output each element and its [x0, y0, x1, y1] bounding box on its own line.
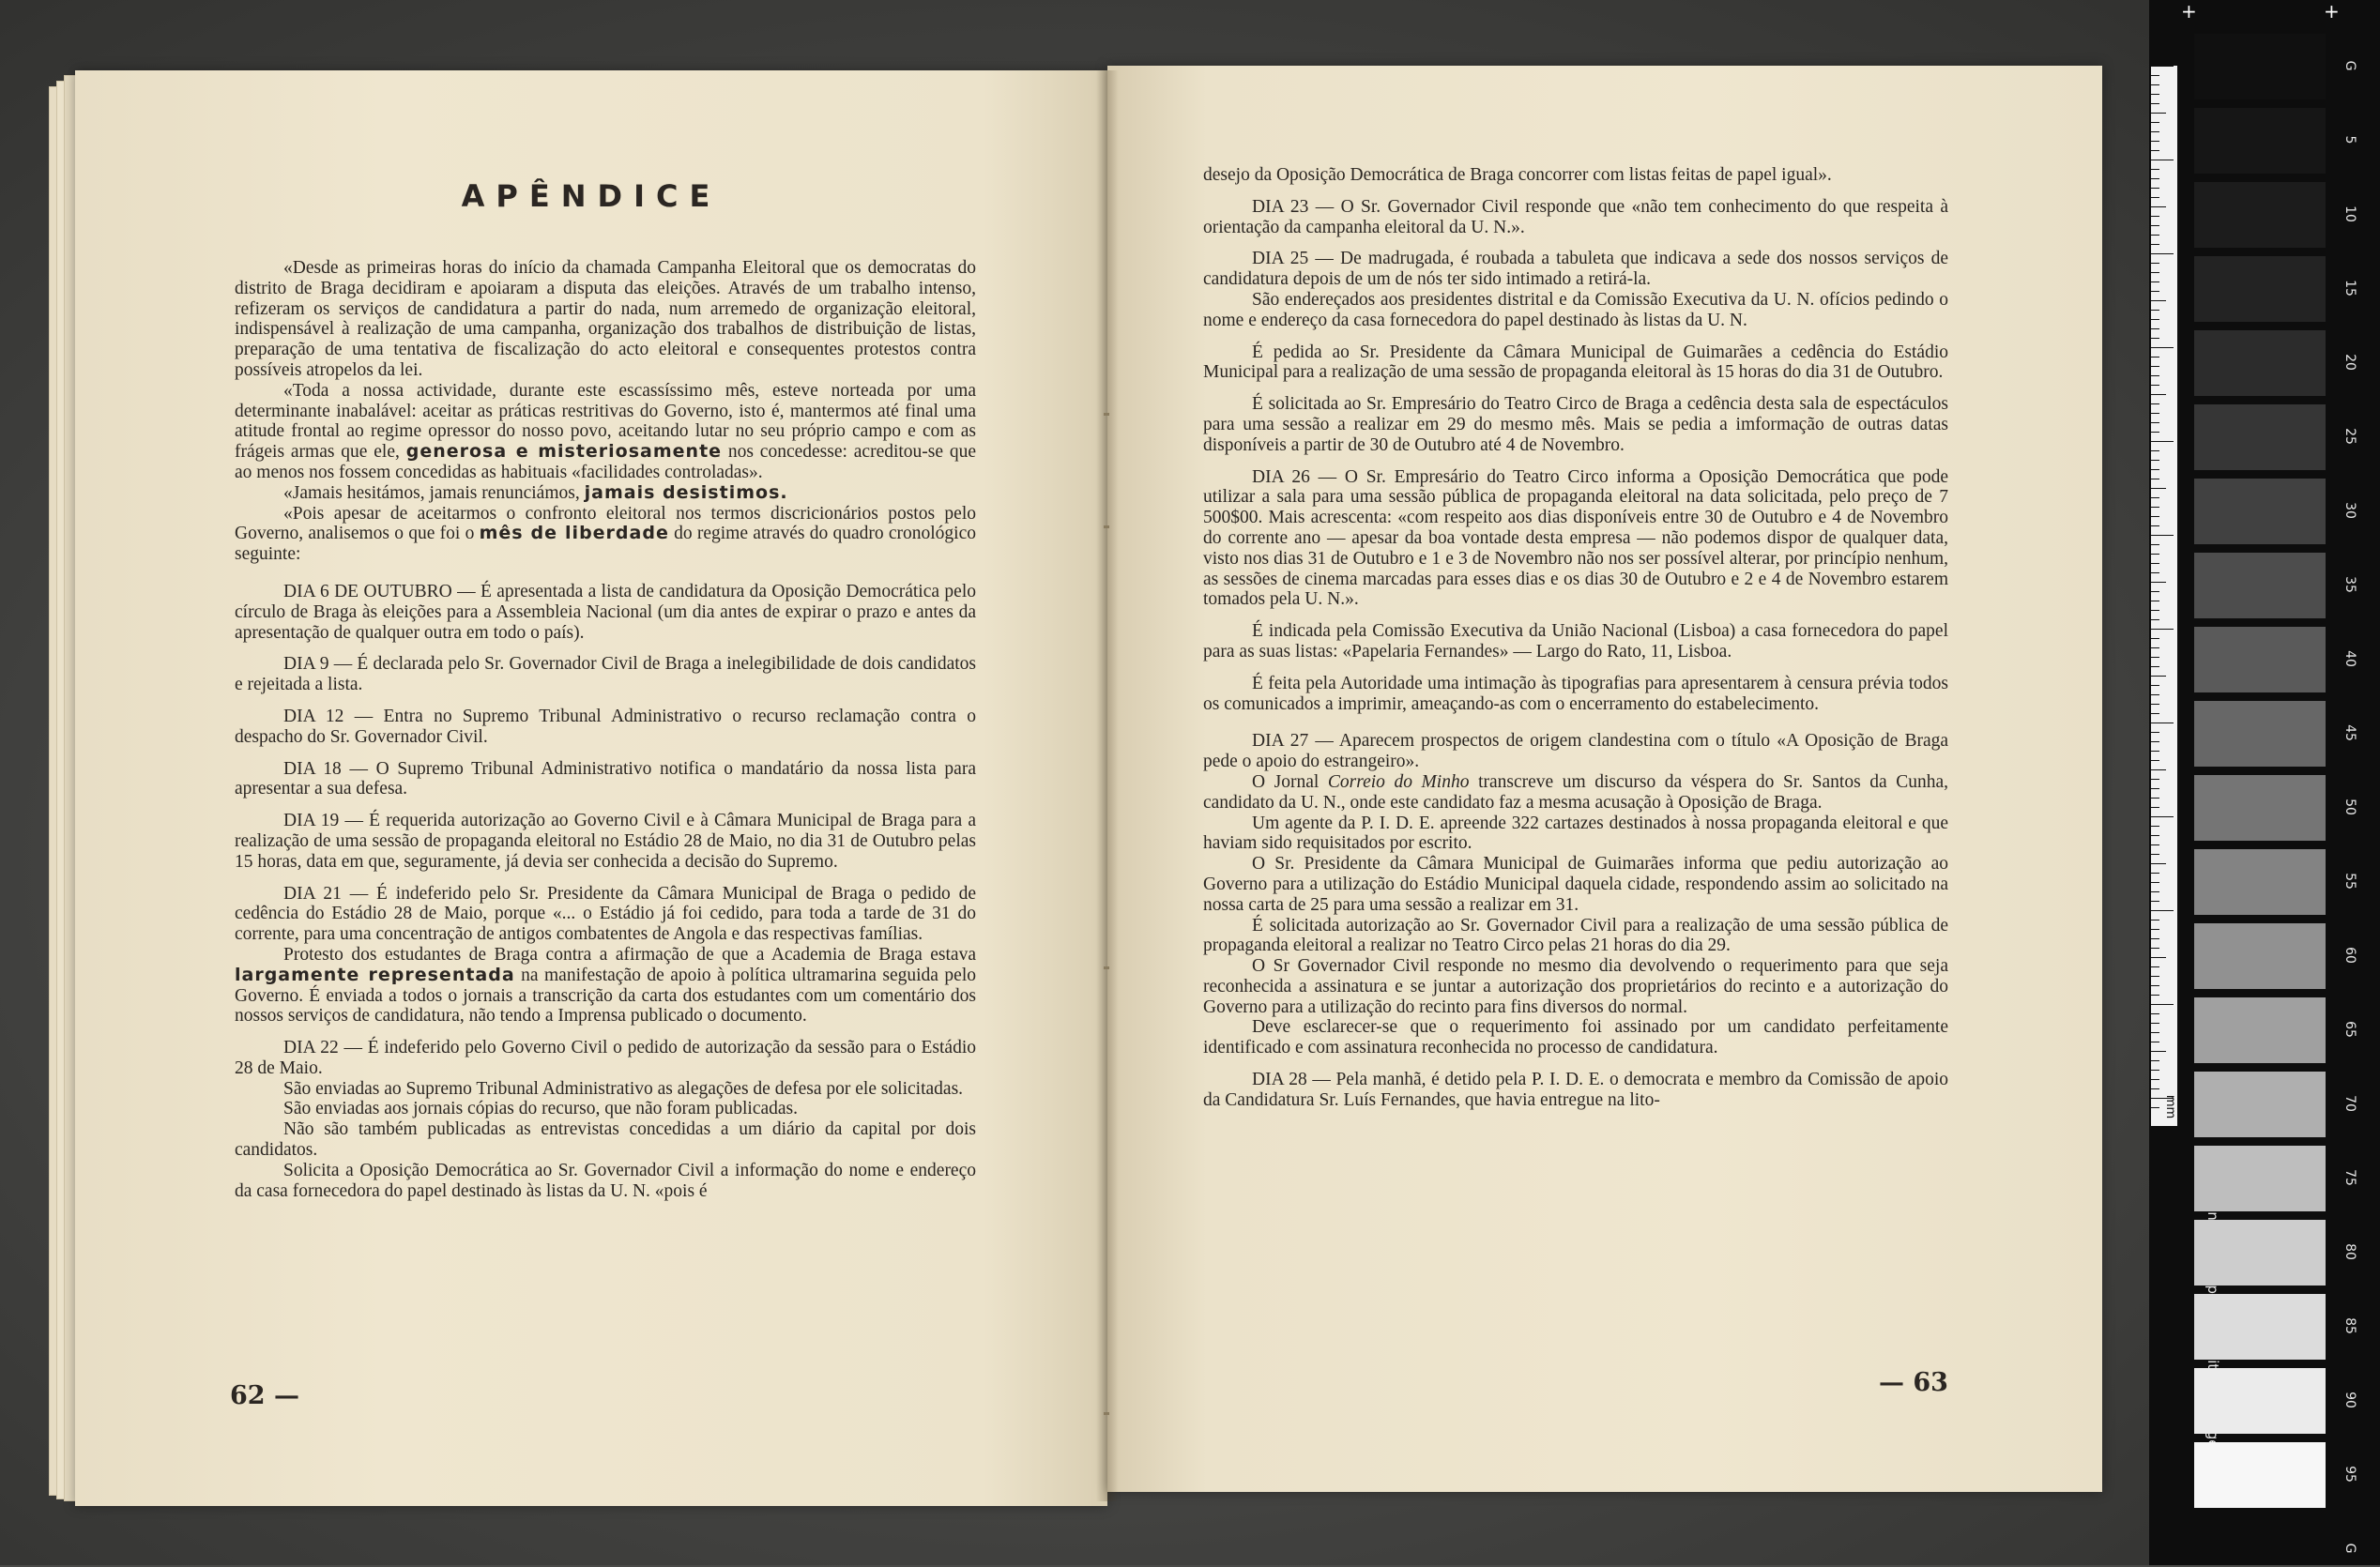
paragraph: «Toda a nossa actividade, durante este escassíssimo mês, esteve norteada por uma determinante inabalável: aceitar as práticas restritivas do Governo, isto é, mantermos até final uma atitude frontal ao regime opressor do nosso povo, aceitando lutar no seu próprio campo e com as frágeis armas que ele, generosa e misteriosamente nos concedesse: acreditou-se que ao menos nos fossem concedidas as habituais «facilidades controladas». [235, 380, 977, 482]
paragraph: É feita pela Autoridade uma intimação às tipografias para apresentarem à censura prévia todos os comunicados a imprimir, ameaçando-as com o encerramento do estabelecimento. [1203, 673, 1948, 714]
ruler-tick [2151, 263, 2159, 264]
ruler-tick [2151, 460, 2159, 461]
grey-patch [2194, 1368, 2326, 1434]
paragraph: São enviadas ao Supremo Tribunal Administrativo as alegações de defesa por ele solicitadas. [283, 1078, 964, 1099]
ruler-tick [2151, 75, 2159, 76]
ruler-tick [2151, 197, 2159, 198]
ruler-tick [2151, 366, 2159, 367]
entry-day-6: DIA 6 DE OUTUBRO — É apresentada a lista de candidatura da Oposição Democrática pelo círculo de Braga às eleições para a Assembleia Nacional (um dia antes de expirar o prazo e antes da apresentação de qualquer outra em todo o país). [235, 581, 976, 643]
grey-patch [2194, 1072, 2326, 1137]
ruler-tick [2151, 441, 2174, 442]
scale-label: 25 [2342, 428, 2357, 445]
paragraph: «Jamais hesitámos, jamais renunciámos, jamais desistimos. [283, 481, 788, 503]
ruler-tick [2151, 122, 2159, 123]
ruler-tick [2151, 985, 2159, 986]
grey-patch [2194, 849, 2326, 915]
scale-label: 15 [2342, 280, 2357, 297]
ruler-tick [2151, 732, 2159, 733]
grey-patch [2194, 479, 2326, 544]
entry-day-9: DIA 9 — É declarada pelo Sr. Governador Civil de Braga a inelegibilidade de dois candidatos e rejeitada a lista. [235, 654, 976, 695]
ruler-tick [2151, 253, 2174, 254]
grey-patch [2194, 1220, 2326, 1286]
emphasis-text: generosa e misteriosamente [405, 441, 723, 463]
binding-stitch [1104, 413, 1109, 416]
ruler-tick [2151, 619, 2159, 620]
ruler-tick [2151, 816, 2174, 817]
entry-day-18: DIA 18 — O Supremo Tribunal Administrativo notifica o mandatário da nossa lista para apresentar a sua defesa. [235, 758, 976, 799]
ruler-tick [2151, 657, 2159, 658]
paragraph: O Sr. Presidente da Câmara Municipal de Guimarães informa que pediu autorização ao Governo para a utilização do Estádio Municipal daquela cidade, respondendo assim ao solicitado na nossa carta de 25 para uma sessão a realizar em 31. [1203, 854, 1948, 915]
emphasis-text: largamente representada [235, 964, 515, 985]
ruler-tick [2151, 469, 2159, 470]
ruler-tick [2151, 685, 2159, 686]
ruler-tick [2151, 638, 2159, 639]
scale-label: 50 [2342, 799, 2357, 815]
scale-label: 75 [2342, 1169, 2357, 1186]
grey-patch [2194, 34, 2326, 99]
ruler-tick [2151, 938, 2159, 939]
paragraph: É indicada pela Comissão Executiva da União Nacional (Lisboa) a casa fornecedora do papel para as suas listas: «Papelaria Fernandes» — Largo do Rato, 11, Lisboa. [1203, 621, 1948, 662]
paragraph: O Jornal Correio do Minho transcreve um discurso da véspera do Sr. Santos da Cunha, candidato da U. N., onde este candidato faz a mesma acusação à Oposição de Braga. [1203, 771, 1948, 813]
ruler-tick [2151, 704, 2159, 705]
registration-mark: + [2324, 0, 2340, 23]
paragraph: Um agente da P. I. D. E. apreende 322 cartazes destinados à nossa propaganda eleitoral e que haviam sido requisitados por escrito. [1203, 813, 1948, 854]
ruler-tick [2151, 1051, 2166, 1052]
ruler-tick [2151, 591, 2159, 592]
paragraph: São enviadas aos jornais cópias do recurso, que não foram publicadas. [283, 1099, 798, 1119]
ruler-tick [2151, 976, 2159, 977]
scale-label: 80 [2342, 1243, 2357, 1260]
grey-patch [2194, 1146, 2326, 1211]
ruler-tick [2151, 394, 2166, 395]
page-number-left: 62 — [230, 1381, 299, 1410]
grey-patch [2194, 1516, 2326, 1554]
grey-patch [2194, 1442, 2326, 1508]
paragraph: São endereçados aos presidentes distrital e da Comissão Executiva da U. N. ofícios pedindo o nome e endereço da casa fornecedora do papel destinado às listas da U. N. [1203, 289, 1948, 330]
ruler-tick [2151, 347, 2174, 348]
entry-day-23: DIA 23 — O Sr. Governador Civil responde que «não tem conhecimento do que respeita à orientação da campanha eleitoral da U. N.». [1203, 196, 1948, 237]
ruler-tick [2151, 131, 2159, 132]
grey-patch [2194, 108, 2326, 174]
ruler-tick [2151, 544, 2159, 545]
ruler-tick [2151, 235, 2159, 236]
ruler-tick [2151, 84, 2159, 85]
scale-label: 20 [2342, 354, 2357, 371]
grey-patch [2194, 553, 2326, 618]
entry-day-27: DIA 27 — Aparecem prospectos de origem clandestina com o título «A Oposição de Braga pede o apoio do estrangeiro». [1203, 731, 1948, 772]
scale-label: 90 [2342, 1392, 2357, 1408]
ruler-tick [2151, 779, 2159, 780]
ruler-tick [2151, 300, 2166, 301]
ruler-tick [2151, 788, 2159, 789]
ruler-tick [2151, 1079, 2159, 1080]
emphasis-text: jamais desistimos. [584, 481, 788, 503]
paragraph: É solicitada autorização ao Sr. Governador Civil para a realização de uma sessão pública de propaganda eleitoral a realizar no Teatro Circo pelas 21 horas do dia 29. [1203, 915, 1948, 956]
ruler-tick [2151, 572, 2159, 573]
ruler-tick [2151, 225, 2159, 226]
ruler-tick [2151, 769, 2166, 770]
scale-label: 70 [2342, 1095, 2357, 1112]
scale-label: 95 [2342, 1466, 2357, 1483]
grey-patch [2194, 330, 2326, 396]
binding-stitch [1104, 525, 1109, 528]
ruler-tick [2151, 413, 2159, 414]
entry-day-22: DIA 22 — É indeferido pelo Governo Civil o pedido de autorização da sessão para o Estádio 28 de Maio. [235, 1038, 976, 1078]
ruler-tick [2151, 807, 2159, 808]
paragraph: Protesto dos estudantes de Braga contra a afirmação de que a Academia de Braga estava largamente representada na manifestação de apoio à política ultramarina seguida pelo Governo. É enviada a todos o jornais a transcrição da carta dos estudantes com um comentário dos nossos serviços de candidatura, não tendo a Imprensa publicado o documento. [235, 944, 976, 1027]
ruler-tick [2151, 948, 2159, 949]
ruler-tick [2151, 66, 2174, 67]
paragraph: desejo da Oposição Democrática de Braga concorrer com listas feitas de papel igual». [1203, 165, 1832, 185]
ruler-tick [2151, 403, 2159, 404]
grey-patch [2194, 701, 2326, 767]
scale-label: G [2342, 1543, 2357, 1554]
ruler-tick [2151, 188, 2159, 189]
ruler-tick [2151, 328, 2159, 329]
ruler-tick [2151, 713, 2159, 714]
ruler-tick [2151, 844, 2159, 845]
ruler-tick [2151, 854, 2159, 855]
scale-label: 5 [2342, 135, 2357, 145]
ruler-tick [2151, 375, 2159, 376]
ruler-tick [2151, 1088, 2159, 1089]
scale-label: 40 [2342, 650, 2357, 667]
ruler-tick [2151, 891, 2159, 892]
ruler-tick [2151, 281, 2159, 282]
registration-mark: + [2181, 0, 2197, 23]
ruler-tick [2151, 676, 2166, 677]
ruler-tick [2151, 1023, 2159, 1024]
ruler-tick [2151, 1070, 2159, 1071]
ruler-tick [2151, 798, 2159, 799]
ruler-tick [2151, 150, 2159, 151]
ruler-tick [2151, 1060, 2159, 1061]
newspaper-title: Correio do Minho [1327, 771, 1470, 792]
ruler-tick [2151, 826, 2159, 827]
scale-label: 65 [2342, 1021, 2357, 1038]
binding-stitch [1104, 1412, 1109, 1415]
ruler-tick [2151, 995, 2159, 996]
scale-label: 10 [2342, 205, 2357, 222]
ruler-tick [2151, 516, 2159, 517]
paragraph: Solicita a Oposição Democrática ao Sr. Governador Civil a informação do nome e endereço da casa fornecedora do papel destinado às listas da U. N. «pois é [235, 1160, 976, 1201]
entry-day-21: DIA 21 — É indeferido pelo Sr. Presidente da Câmara Municipal de Braga o pedido de cedência do Estádio 28 de Maio, porque «... o Estádio já foi cedido, para toda a tarde de 31 do corrente, para uma concentração de antigos combatentes de Angola e das respectivas famílias. [235, 883, 976, 945]
scale-label: 45 [2342, 724, 2357, 741]
grey-patch [2194, 1294, 2326, 1360]
grey-patch [2194, 627, 2326, 692]
scale-label: 55 [2342, 873, 2357, 890]
ruler-tick [2151, 1013, 2159, 1014]
entry-day-25: DIA 25 — De madrugada, é roubada a tabuleta que indicava a sede dos nossos serviços de candidatura depois de um de nós ter sido intimado a retirá-la. [1203, 249, 1948, 290]
ruler-tick [2151, 497, 2159, 498]
ruler-tick [2151, 357, 2159, 358]
ruler-tick [2151, 272, 2159, 273]
ruler-tick [2151, 141, 2159, 142]
ruler-tick [2151, 103, 2159, 104]
ruler-tick [2151, 488, 2166, 489]
ruler-tick [2151, 319, 2159, 320]
ruler-tick [2151, 291, 2159, 292]
ruler-tick [2151, 610, 2159, 611]
grey-patch [2194, 997, 2326, 1063]
ruler-tick [2151, 535, 2174, 536]
ruler-tick [2151, 206, 2166, 207]
emphasis-text: mês de liberdade [479, 523, 669, 544]
ruler-tick [2151, 216, 2159, 217]
grey-patch [2194, 404, 2326, 470]
grey-patch [2194, 256, 2326, 322]
ruler-tick [2151, 929, 2159, 930]
paragraph: «Pois apesar de aceitarmos o confronto eleitoral nos termos discricionários postos pelo Governo, analisemos o que foi o mês de liberdade do regime através do quadro cronológico seguinte: [235, 503, 976, 565]
ruler-tick [2151, 507, 2159, 508]
appendix-heading: APÊNDICE [461, 178, 722, 214]
ruler-tick [2151, 94, 2159, 95]
ruler-tick [2151, 422, 2159, 423]
entry-day-12: DIA 12 — Entra no Supremo Tribunal Administrativo o recurso reclamação contra o despacho do Sr. Governador Civil. [235, 706, 976, 747]
ruler-tick [2151, 873, 2159, 874]
ruler-tick [2151, 666, 2159, 667]
ruler-tick [2151, 1032, 2159, 1033]
ruler-tick [2151, 910, 2174, 911]
grey-patch [2194, 182, 2326, 248]
scale-label: 35 [2342, 576, 2357, 593]
grey-patch [2194, 923, 2326, 989]
left-page-text [235, 258, 976, 1201]
ruler-tick [2151, 882, 2159, 883]
ruler-tick [2151, 169, 2159, 170]
ruler-tick [2151, 582, 2166, 583]
entry-day-19: DIA 19 — É requerida autorização ao Governo Civil e à Câmara Municipal de Braga para a realização de uma sessão de propaganda eleitoral no Estádio 28 de Maio, no dia 31 de Outubro pelas 15 horas, data em que, seguramente, já devia ser conhecida a decisão do Supremo. [235, 811, 976, 872]
ruler-tick [2151, 113, 2166, 114]
ruler-tick [2151, 751, 2159, 752]
scale-label: 60 [2342, 947, 2357, 964]
ruler-tick [2151, 525, 2159, 526]
ruler-tick [2151, 563, 2159, 564]
ruler-tick [2151, 647, 2159, 648]
ruler-tick [2151, 863, 2166, 864]
paragraph: «Desde as primeiras horas do início da chamada Campanha Eleitoral que os democratas do distrito de Braga decidiram e apoiaram a disputa das eleições. Através de um trabalho intenso, refizeram os serviços de candidatura a partir do nada, num arremedo de organização eleitoral, indispensável à realização de uma campanha, organização dos trabalhos de distribuição de listas, preparação de uma tentativa de fiscalização do acto eleitoral e consequentes protestos contra possíveis atropelos da lei. [235, 258, 976, 380]
ruler-tick [2151, 741, 2159, 742]
ruler-tick [2151, 338, 2159, 339]
ruler-tick [2151, 957, 2166, 958]
ruler-tick [2151, 432, 2159, 433]
mm-ruler [2151, 66, 2177, 1126]
ruler-tick [2151, 760, 2159, 761]
ruler-tick [2151, 178, 2159, 179]
paragraph: Não são também publicadas as entrevistas concedidas a um diário da capital por dois candidatos. [235, 1119, 976, 1161]
paragraph: É solicitada ao Sr. Empresário do Teatro Circo de Braga a cedência desta sala de espectáculos para uma sessão a realizar em 29 do mesmo mês. Mais se pedia a imformação de outras datas disponíveis a partir de 30 de Outubro até 4 de Novembro. [1203, 394, 1948, 455]
ruler-tick [2151, 310, 2159, 311]
ruler-tick [2151, 835, 2159, 836]
ruler-tick [2151, 966, 2159, 967]
binding-stitch [1104, 966, 1109, 969]
right-page-text [1203, 165, 1948, 1111]
ruler-tick [2151, 901, 2159, 902]
ruler-tick [2151, 554, 2159, 555]
paragraph: O Sr Governador Civil responde no mesmo dia devolvendo o requerimento para que seja reconhecida a assinatura e se juntar a autorização dos proprietários do recinto e a autorização do Governo para a utilização do recinto para fins diversos do normal. [1203, 956, 1948, 1017]
paragraph: É pedida ao Sr. Presidente da Câmara Municipal de Guimarães a cedência do Estádio Municipal para a realização de uma sessão de propaganda eleitoral às 15 horas do dia 31 de Outubro. [1203, 342, 1948, 383]
ruler-tick [2151, 385, 2159, 386]
scale-label: 30 [2342, 502, 2357, 519]
entry-day-28: DIA 28 — Pela manhã, é detido pela P. I. D. E. o democrata e membro da Comissão de apoio da Candidatura Sr. Luís Fernandes, que havia entregue na lito- [1203, 1070, 1948, 1110]
ruler-tick [2151, 694, 2159, 695]
scale-label: 85 [2342, 1317, 2357, 1334]
entry-day-26: DIA 26 — O Sr. Empresário do Teatro Circo informa a Oposição Democrática que pode utilizar a sala para uma sessão pública de propaganda eleitoral na data solicitada, pelo preço de 7 500$00. Mais acrescenta: «com respeito aos dias disponíveis entre 30 de Outubro e 4 de Novembro do corrente ano — apesar da boa vontade desta empresa — não podemos dispor de qualquer data, visto nos dias 31 de Outubro e 1 e 3 de Novembro não nos ser possível alterar, por princípio nenhum, as sessões de cinema marcadas para esses dias e os dias 30 de Outubro e 2 e 4 de Novembro estarem tomados pela U. N.». [1203, 466, 1948, 610]
ruler-tick [2151, 450, 2159, 451]
page-number-right: — 63 [1879, 1368, 1948, 1397]
grey-patch [2194, 775, 2326, 841]
scale-label: G [2342, 60, 2357, 71]
ruler-unit-label: mm [2163, 1094, 2178, 1119]
ruler-tick [2151, 244, 2159, 245]
book-gutter [1096, 70, 1119, 1501]
ruler-tick [2151, 1004, 2174, 1005]
ruler-tick [2151, 1107, 2159, 1108]
ruler-tick [2151, 629, 2174, 630]
paragraph: Deve esclarecer-se que o requerimento foi assinado por um candidato perfeitamente identificado e com assinatura reconhecida no processo de candidatura. [1203, 1017, 1948, 1058]
